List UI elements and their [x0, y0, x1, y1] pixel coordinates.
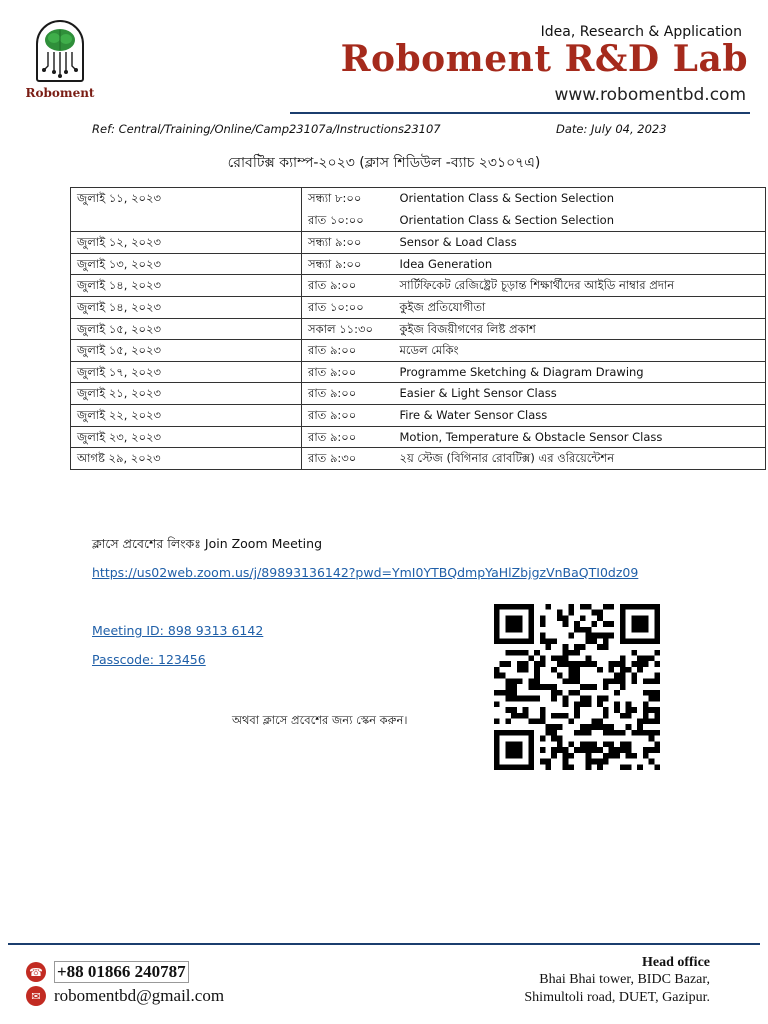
date-cell: আগষ্ট ২৯, ২০২৩	[71, 448, 302, 470]
meeting-id-link[interactable]: Meeting ID: 898 9313 6142	[92, 623, 264, 638]
table-row	[71, 404, 766, 426]
date-cell: জুলাই ১৫, ২০২৩	[71, 318, 302, 340]
date-cell: জুলাই ১৩, ২০২৩	[71, 253, 302, 275]
time-value: রাত ১০:০০	[308, 212, 364, 227]
date-cell: জুলাই ১৪, ২০২৩	[71, 275, 302, 297]
topic-cell: কুইজ প্রতিযোগীতা	[394, 296, 766, 318]
date-cell: জুলাই ১২, ২০২৩	[71, 232, 302, 254]
table-row	[71, 361, 766, 383]
time-cell: রাত ৯:০০	[302, 275, 394, 297]
date-cell: জুলাই ২৩, ২০২৩	[71, 426, 302, 448]
time-cell: সন্ধ্যা ৯:০০	[302, 232, 394, 254]
table-row	[71, 296, 766, 318]
date-cell: জুলাই ১৫, ২০২৩	[71, 340, 302, 362]
lab-name: Roboment R&D Lab	[340, 38, 748, 80]
date-cell: জুলাই ১৪, ২০২৩	[71, 296, 302, 318]
topic-cell: Programme Sketching & Diagram Drawing	[394, 361, 766, 383]
logo-wordmark: Roboment	[25, 86, 95, 100]
table-row	[71, 232, 766, 254]
phone-icon: ☎	[26, 962, 46, 982]
time-cell: রাত ৯:৩০	[302, 448, 394, 470]
time-cell: রাত ৯:০০	[302, 340, 394, 362]
time-cell: সন্ধ্যা ৯:০০	[302, 253, 394, 275]
topic-cell: ২য় স্টেজ (বিগিনার রোবটিক্স) এর ওরিয়েন্টেশন	[394, 448, 766, 470]
table-row	[71, 383, 766, 405]
zoom-meeting-link[interactable]: https://us02web.zoom.us/j/89893136142?pwd=YmI0YTBQdmpYaHlZbjgzVnBaQTI0dz09	[92, 565, 639, 580]
time-cell: রাত ৯:০০	[302, 404, 394, 426]
mail-icon: ✉	[26, 986, 46, 1006]
reference-number: Ref: Central/Training/Online/Camp23107a/Instructions23107	[92, 122, 441, 136]
topic-cell: সার্টিফিকেট রেজিষ্ট্রেট চূড়ান্ত শিক্ষার্থীদের আইডি নাম্বার প্রদান	[394, 275, 766, 297]
passcode-link[interactable]: Passcode: 123456	[92, 652, 206, 667]
table-row	[71, 275, 766, 297]
topic-cell: মডেল মেকিং	[394, 340, 766, 362]
qr-code-icon[interactable]	[490, 604, 664, 770]
topic-cell: কুইজ বিজয়ীগণের লিষ্ট প্রকাশ	[394, 318, 766, 340]
date-cell: জুলাই ২১, ২০২৩	[71, 383, 302, 405]
scan-instruction: অথবা ক্লাসে প্রবেশের জন্য স্কেন করুন।	[232, 713, 408, 727]
tagline: Idea, Research & Application	[540, 24, 742, 40]
phone-contact	[26, 961, 189, 983]
document-title: রোবটিক্স ক্যাম্প-২০২৩ (ক্লাস শিডিউল -ব্যাচ ২৩১০৭এ)	[227, 155, 541, 171]
time-value: সন্ধ্যা ৮:০০	[308, 191, 362, 205]
table-row	[71, 340, 766, 362]
time-cell: রাত ৯:০০	[302, 383, 394, 405]
date-cell: জুলাই ১৭, ২০২৩	[71, 361, 302, 383]
table-row	[71, 426, 766, 448]
time-cell: সকাল ১১:৩০	[302, 318, 394, 340]
time-cell: রাত ৯:০০	[302, 426, 394, 448]
email-address[interactable]: robomentbd@gmail.com	[54, 986, 225, 1005]
time-cell: রাত ৯:০০	[302, 361, 394, 383]
topic-cell	[394, 188, 766, 232]
topic-value: Orientation Class & Section Selection	[399, 191, 614, 205]
website: www.robomentbd.com	[554, 85, 746, 105]
topic-value: Orientation Class & Section Selection	[399, 212, 614, 227]
head-office-label: Head office	[641, 955, 710, 970]
topic-cell: Idea Generation	[394, 253, 766, 275]
header-divider	[290, 112, 750, 114]
address-line: Shimultoli road, DUET, Gazipur.	[524, 990, 710, 1005]
table-row	[71, 188, 766, 232]
table-row	[71, 253, 766, 275]
table-row	[71, 448, 766, 470]
zoom-join-label: ক্লাসে প্রবেশের লিংকঃ Join Zoom Meeting	[92, 536, 323, 551]
robot-brain-logo-icon	[36, 20, 84, 82]
topic-cell: Sensor & Load Class	[394, 232, 766, 254]
date-cell: জুলাই ২২, ২০২৩	[71, 404, 302, 426]
date-cell: জুলাই ১১, ২০২৩	[71, 188, 302, 232]
topic-cell: Easier & Light Sensor Class	[394, 383, 766, 405]
email-contact	[26, 985, 224, 1007]
table-row	[71, 318, 766, 340]
time-cell: রাত ১০:০০	[302, 296, 394, 318]
brand-logo	[24, 20, 96, 104]
address-line: Bhai Bhai tower, BIDC Bazar,	[539, 972, 710, 987]
schedule-table	[70, 187, 766, 470]
phone-number[interactable]: +88 01866 240787	[54, 961, 189, 983]
time-cell	[302, 188, 394, 232]
topic-cell: Fire & Water Sensor Class	[394, 404, 766, 426]
topic-cell: Motion, Temperature & Obstacle Sensor Class	[394, 426, 766, 448]
head-office-address	[524, 971, 710, 1007]
footer-divider	[8, 943, 760, 945]
document-date: Date: July 04, 2023	[556, 122, 667, 136]
